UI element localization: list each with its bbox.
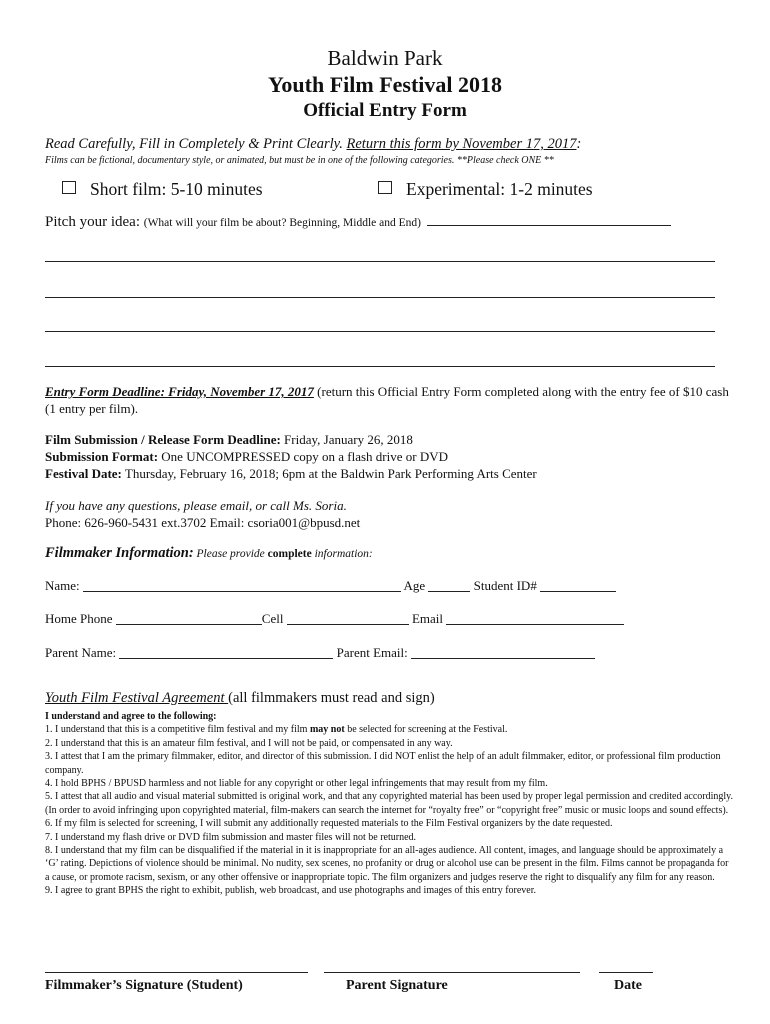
- short-film-label: Short film: 5-10 minutes: [90, 179, 263, 199]
- student-id-field[interactable]: [540, 579, 616, 592]
- form-title: Official Entry Form: [303, 100, 467, 121]
- student-signature-line[interactable]: [45, 972, 308, 973]
- agreement-item-4: 4. I hold BPHS / BPUSD harmless and not liable for any copyright or other legal infringements that may result from my film.: [45, 778, 548, 790]
- item-1-bold: may not: [309, 724, 345, 736]
- agreement-title: Youth Film Festival Agreement: [45, 690, 229, 706]
- cell-label: Cell: [261, 611, 284, 626]
- agreement-title-note: (all filmmakers must read and sign): [228, 690, 435, 706]
- age-label: Age: [403, 578, 426, 593]
- agreement-item-5: 5. I attest that all audio and visual material submitted is original work, and that any copyrighted material has been used by proper legal permission and credited accordingly. (In order to avoid infringing upon copyrighted material, film-makers can search the internet for “royalty free” or “copyright free” music or music loops and sound effects).: [45, 791, 734, 816]
- phone-row: [45, 611, 624, 627]
- release-deadline-label: Film Submission / Release Form Deadline:: [45, 432, 281, 447]
- agreement-item-9: 9. I agree to grant BPHS the right to exhibit, publish, web broadcast, and use photographs and images of this entry forever.: [45, 885, 537, 897]
- school-name: Baldwin Park: [327, 46, 443, 70]
- option-short-film[interactable]: [62, 179, 263, 200]
- parent-name-field[interactable]: [119, 646, 333, 659]
- parent-name-label: Parent Name:: [45, 645, 117, 660]
- agreement-item-6: 6. If my film is selected for screening, I will submit any additionally requested materials to the Film Festival organizers by the date requested.: [45, 818, 613, 830]
- item-1-text-end: be selected for screening at the Festival.: [344, 724, 508, 736]
- parent-signature-line[interactable]: [324, 972, 580, 973]
- name-label: Name:: [45, 578, 80, 593]
- submission-format-value: One UNCOMPRESSED copy on a flash drive or DVD: [158, 449, 448, 464]
- contact-phone-email: Phone: 626-960-5431 ext.3702 Email: csoria001@bpusd.net: [45, 515, 361, 530]
- pitch-line-3[interactable]: [45, 331, 715, 332]
- pitch-label: Pitch your idea:: [45, 214, 144, 230]
- instructions-colon: :: [576, 136, 582, 152]
- option-experimental[interactable]: [378, 179, 593, 200]
- release-deadline-value: Friday, January 26, 2018: [280, 432, 413, 447]
- parent-signature-label: Parent Signature: [346, 978, 448, 993]
- instructions: [45, 136, 581, 153]
- pitch-fill-line[interactable]: [427, 225, 671, 226]
- student-id-label: Student ID#: [473, 578, 537, 593]
- student-signature-label: Filmmaker’s Signature (Student): [45, 978, 243, 993]
- experimental-label: Experimental: 1-2 minutes: [406, 179, 593, 199]
- submission-details: [45, 431, 735, 482]
- entry-deadline: [45, 383, 735, 417]
- parent-email-label: Parent Email:: [336, 645, 408, 660]
- filmmaker-info-title: Filmmaker Information:: [45, 545, 194, 561]
- agreement-terms: [45, 710, 735, 898]
- home-phone-label: Home Phone: [45, 611, 113, 626]
- submission-format-label: Submission Format:: [45, 449, 159, 464]
- item-1-text: 1. I understand that this is a competitive film festival and my film: [45, 724, 310, 736]
- contact-info: [45, 497, 735, 531]
- name-field[interactable]: [83, 579, 401, 592]
- cell-field[interactable]: [287, 612, 409, 625]
- date-label: Date: [614, 978, 642, 993]
- agreement-item-3: 3. I attest that I am the primary filmmaker, editor, and director of this submission. I did NOT enlist the help of an adult filmmaker, editor, or professional film production company.: [45, 751, 721, 776]
- name-row: [45, 578, 616, 594]
- agreement-item-1: [45, 723, 735, 736]
- entry-deadline-label: Entry Form Deadline: Friday, November 17, 2017: [45, 384, 314, 399]
- pitch-hint: (What will your film be about? Beginning, Middle and End): [143, 217, 421, 229]
- entry-deadline-text: (return this Official Entry Form completed along with the entry fee of $10 cash (1 entry per film).: [45, 384, 729, 416]
- instructions-text: Read Carefully, Fill in Completely & Print Clearly.: [45, 136, 347, 152]
- pitch-line-1[interactable]: [45, 261, 715, 262]
- pitch-line-4[interactable]: [45, 366, 715, 367]
- filmmaker-info-heading: [45, 544, 735, 563]
- agreement-item-8: 8. I understand that my film can be disqualified if the material in it is inappropriate for an all-ages audience. All content, images, and language should be approximately a ‘G’ rating. Depictions of violence should be minimal. No nudity, sex scenes, no profanity or drug or alcohol use can be present in the film. Films cannot be propaganda for a cause, or promote racism, sexism, or any other offensive or inappropriate topic. The film organizers and judges reserve the right to disqualify any film for any reason.: [45, 845, 729, 883]
- categories-note: Films can be fictional, documentary style, or animated, but must be in one of the following categories. **Please check ONE **: [45, 155, 554, 166]
- festival-date-label: Festival Date:: [45, 466, 122, 481]
- contact-question: If you have any questions, please email, or call Ms. Soria.: [45, 498, 347, 513]
- home-phone-field[interactable]: [116, 612, 262, 625]
- short-film-checkbox[interactable]: [62, 181, 76, 194]
- pitch-line-2[interactable]: [45, 297, 715, 298]
- parent-email-field[interactable]: [411, 646, 595, 659]
- email-field[interactable]: [446, 612, 624, 625]
- festival-date-value: Thursday, February 16, 2018; 6pm at the Baldwin Park Performing Arts Center: [121, 466, 537, 481]
- date-line[interactable]: [599, 972, 653, 973]
- filmmaker-note-bold: complete: [267, 548, 312, 560]
- pitch-prompt: [45, 214, 671, 231]
- festival-title: Youth Film Festival 2018: [267, 72, 503, 97]
- return-by-text: Return this form by November 17, 2017: [346, 136, 577, 152]
- filmmaker-note-pre: Please provide: [193, 548, 268, 560]
- agreement-item-2: 2. I understand that this is an amateur film festival, and I will not be paid, or compensated in any way.: [45, 737, 453, 749]
- experimental-checkbox[interactable]: [378, 181, 392, 194]
- age-field[interactable]: [428, 579, 470, 592]
- email-label: Email: [411, 611, 443, 626]
- agreement-lead: I understand and agree to the following:: [45, 711, 217, 722]
- filmmaker-note-post: information:: [311, 548, 373, 560]
- agreement-item-7: 7. I understand my flash drive or DVD film submission and master files will not be returned.: [45, 831, 417, 843]
- agreement-heading: [45, 690, 435, 707]
- parent-row: [45, 645, 595, 661]
